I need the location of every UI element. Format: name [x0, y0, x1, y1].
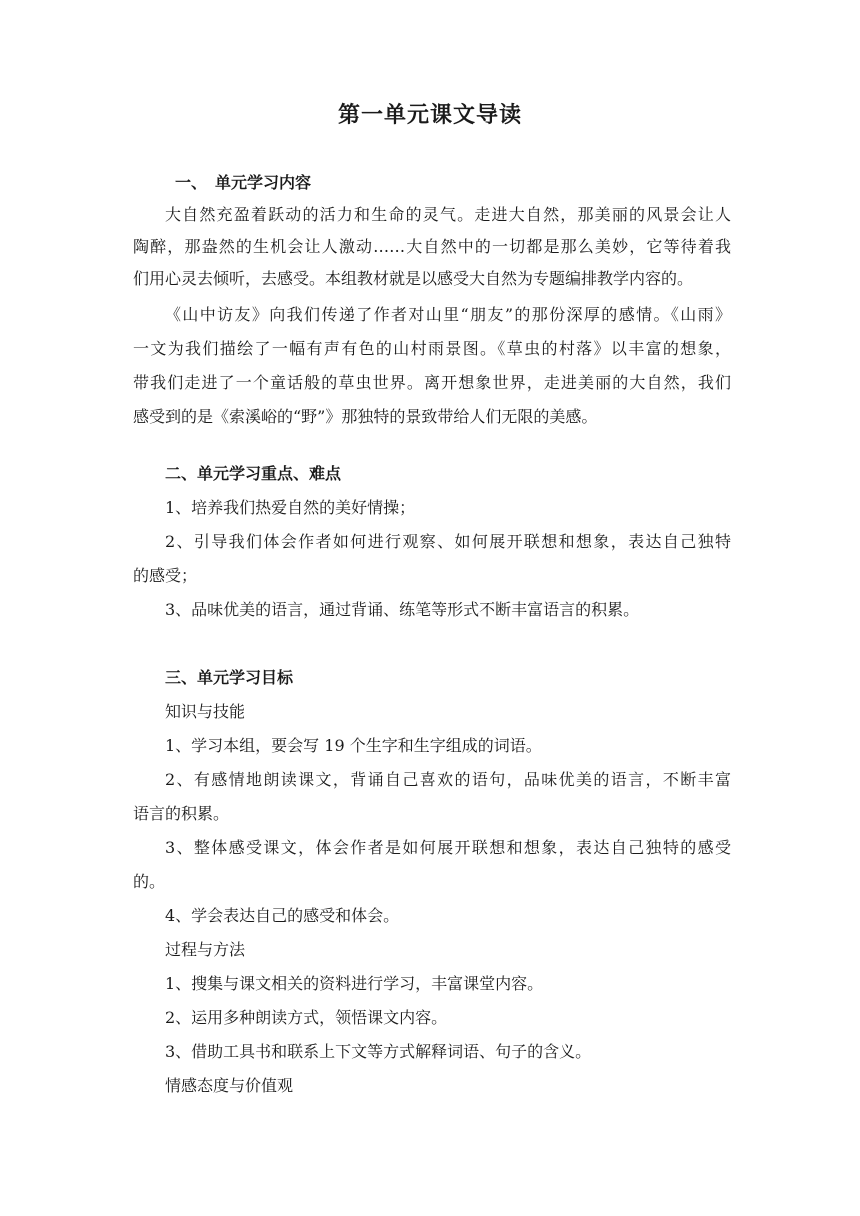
list-item: 3、借助工具书和联系上下文等方式解释词语、句子的含义。 [165, 1042, 592, 1061]
paragraph-line: 陶醉，那盎然的生机会让人激动……大自然中的一切都是那么美妙，它等待着我 [133, 237, 731, 256]
list-item: 2、引导我们体会作者如何进行观察、如何展开联想和想象，表达自己独特 [165, 532, 731, 551]
list-item: 的。 [133, 872, 166, 891]
paragraph-line: 《山中访友》向我们传递了作者对山里“朋友”的那份深厚的感情。《山雨》 [165, 305, 731, 324]
list-item: 2、运用多种朗读方式，领悟课文内容。 [165, 1008, 448, 1027]
paragraph-line: 一文为我们描绘了一幅有声有色的山村雨景图。《草虫的村落》以丰富的想象， [133, 339, 731, 358]
list-item: 的感受； [133, 566, 198, 585]
subsection-label: 情感态度与价值观 [165, 1076, 294, 1095]
section-heading-goals: 三、单元学习目标 [165, 668, 294, 687]
list-item: 1、培养我们热爱自然的美好情操； [165, 498, 416, 517]
section-heading-content: 一、 单元学习内容 [175, 173, 312, 192]
list-item: 3、整体感受课文，体会作者是如何展开联想和想象，表达自己独特的感受 [165, 838, 731, 857]
paragraph-line: 带我们走进了一个童话般的草虫世界。离开想象世界，走进美丽的大自然，我们 [133, 373, 731, 392]
paragraph-line: 们用心灵去倾听，去感受。本组教材就是以感受大自然为专题编排教学内容的。 [133, 269, 694, 288]
subsection-label: 知识与技能 [165, 702, 246, 721]
paragraph-line: 感受到的是《索溪峪的“野”》那独特的景致带给人们无限的美感。 [133, 407, 598, 426]
subsection-label: 过程与方法 [165, 940, 246, 959]
list-item: 4、学会表达自己的感受和体会。 [165, 906, 400, 925]
section-heading-focus: 二、单元学习重点、难点 [165, 464, 342, 483]
document-title: 第一单元课文导读 [337, 103, 522, 128]
list-item: 2、有感情地朗读课文，背诵自己喜欢的语句，品味优美的语言，不断丰富 [165, 770, 731, 789]
paragraph-line: 大自然充盈着跃动的活力和生命的灵气。走进大自然，那美丽的风景会让人 [165, 205, 731, 224]
list-item: 3、品味优美的语言，通过背诵、练笔等形式不断丰富语言的积累。 [165, 600, 640, 619]
list-item: 1、学习本组，要会写 19 个生字和生字组成的词语。 [165, 736, 542, 755]
list-item: 语言的积累。 [133, 804, 230, 823]
list-item: 1、搜集与课文相关的资料进行学习，丰富课堂内容。 [165, 974, 544, 993]
